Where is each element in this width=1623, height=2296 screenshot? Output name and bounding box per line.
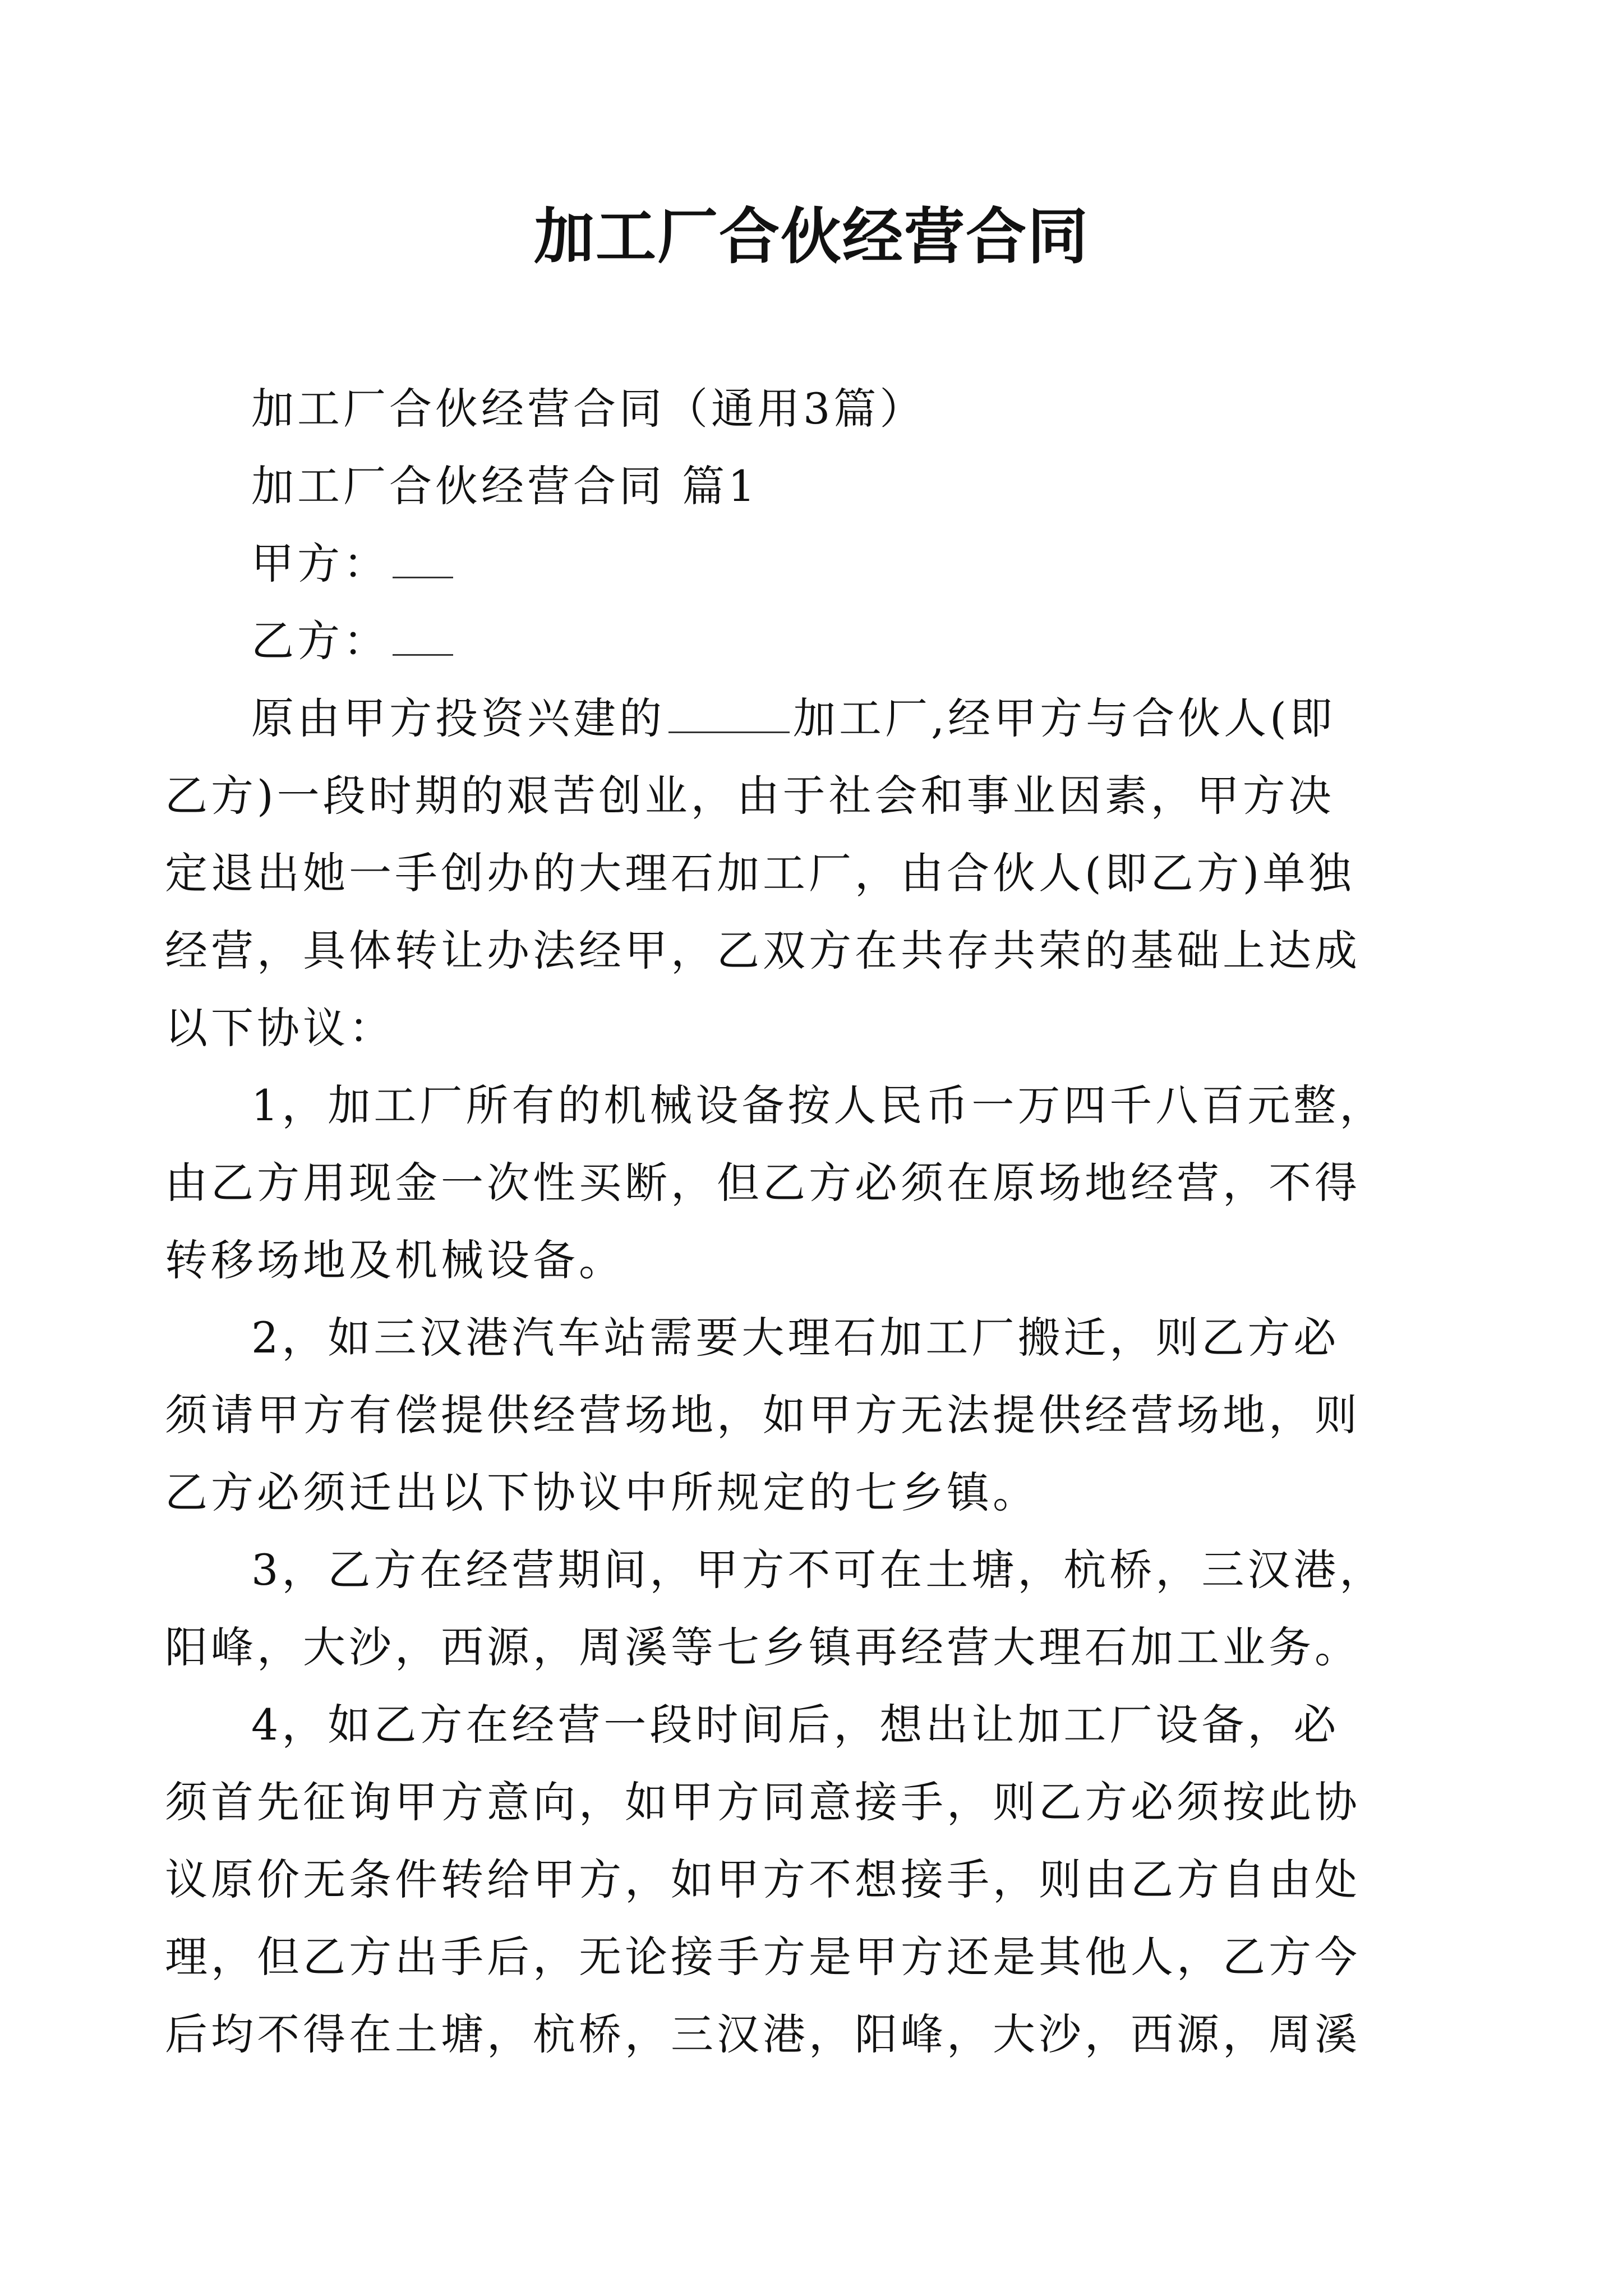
section-heading: 加工厂合伙经营合同 篇1 xyxy=(251,461,759,511)
clause-line: 议原价无条件转给甲方，如甲方不想接手，则由乙方自由处 xyxy=(165,1855,1361,1904)
clause-3 xyxy=(165,1531,1386,1686)
clause-line: 转移场地及机械设备。 xyxy=(165,1235,625,1285)
intro-paragraph xyxy=(165,680,1384,1067)
party-a-label: 甲方： xyxy=(251,539,389,588)
party-a-blank xyxy=(393,543,453,578)
clause-line: 乙方必须迁出以下协议中所规定的七乡镇。 xyxy=(165,1467,1039,1517)
intro-line xyxy=(251,680,1384,757)
intro-line: 以下协议： xyxy=(165,1003,395,1053)
intro-line1-b: 加工厂,经甲方与合伙人(即 xyxy=(793,693,1336,743)
intro-line: 经营，具体转让办法经甲，乙双方在共存共荣的基础上达成 xyxy=(165,926,1361,976)
clause-line: 阳峰，大沙，西源，周溪等七乡镇再经营大理石加工业务。 xyxy=(165,1622,1361,1672)
clause-line: 后均不得在土塘，杭桥，三汉港，阳峰，大沙，西源，周溪 xyxy=(165,2009,1361,2059)
party-b-line xyxy=(251,602,1384,680)
document-title: 加工厂合伙经营合同 xyxy=(533,201,1089,272)
party-b-blank xyxy=(393,620,453,656)
clause-line: 4，如乙方在经营一段时间后，想出让加工厂设备，必 xyxy=(251,1700,1340,1750)
clause-line: 须首先征询甲方意向，如甲方同意接手，则乙方必须按此协 xyxy=(165,1777,1361,1827)
intro-line: 乙方)一段时期的艰苦创业，由于社会和事业因素，甲方决 xyxy=(165,771,1335,821)
clause-line: 2，如三汉港汽车站需要大理石加工厂搬迁，则乙方必 xyxy=(251,1313,1340,1363)
clause-line: 由乙方用现金一次性买断，但乙方必须在原场地经营，不得 xyxy=(165,1158,1361,1208)
document-body xyxy=(165,370,1386,2073)
intro-line: 定退出她一手创办的大理石加工厂，由合伙人(即乙方)单独 xyxy=(165,848,1355,898)
clause-line: 理，但乙方出手后，无论接手方是甲方还是其他人，乙方今 xyxy=(165,1932,1361,1982)
clause-line: 3，乙方在经营期间，甲方不可在土塘，杭桥，三汉港， xyxy=(251,1545,1386,1595)
intro-line1-a: 原由甲方投资兴建的 xyxy=(251,693,665,743)
factory-name-blank xyxy=(668,698,790,733)
document-subtitle: 加工厂合伙经营合同（通用3篇） xyxy=(251,384,926,434)
clause-2 xyxy=(165,1299,1384,1531)
clause-line: 1，加工厂所有的机械设备按人民币一万四千八百元整， xyxy=(251,1080,1386,1130)
clause-4 xyxy=(165,1686,1384,2073)
party-b-label: 乙方： xyxy=(251,616,389,666)
clause-1 xyxy=(165,1067,1386,1299)
party-a-line xyxy=(251,525,1384,602)
clause-line: 须请甲方有偿提供经营场地，如甲方无法提供经营场地，则 xyxy=(165,1390,1361,1440)
